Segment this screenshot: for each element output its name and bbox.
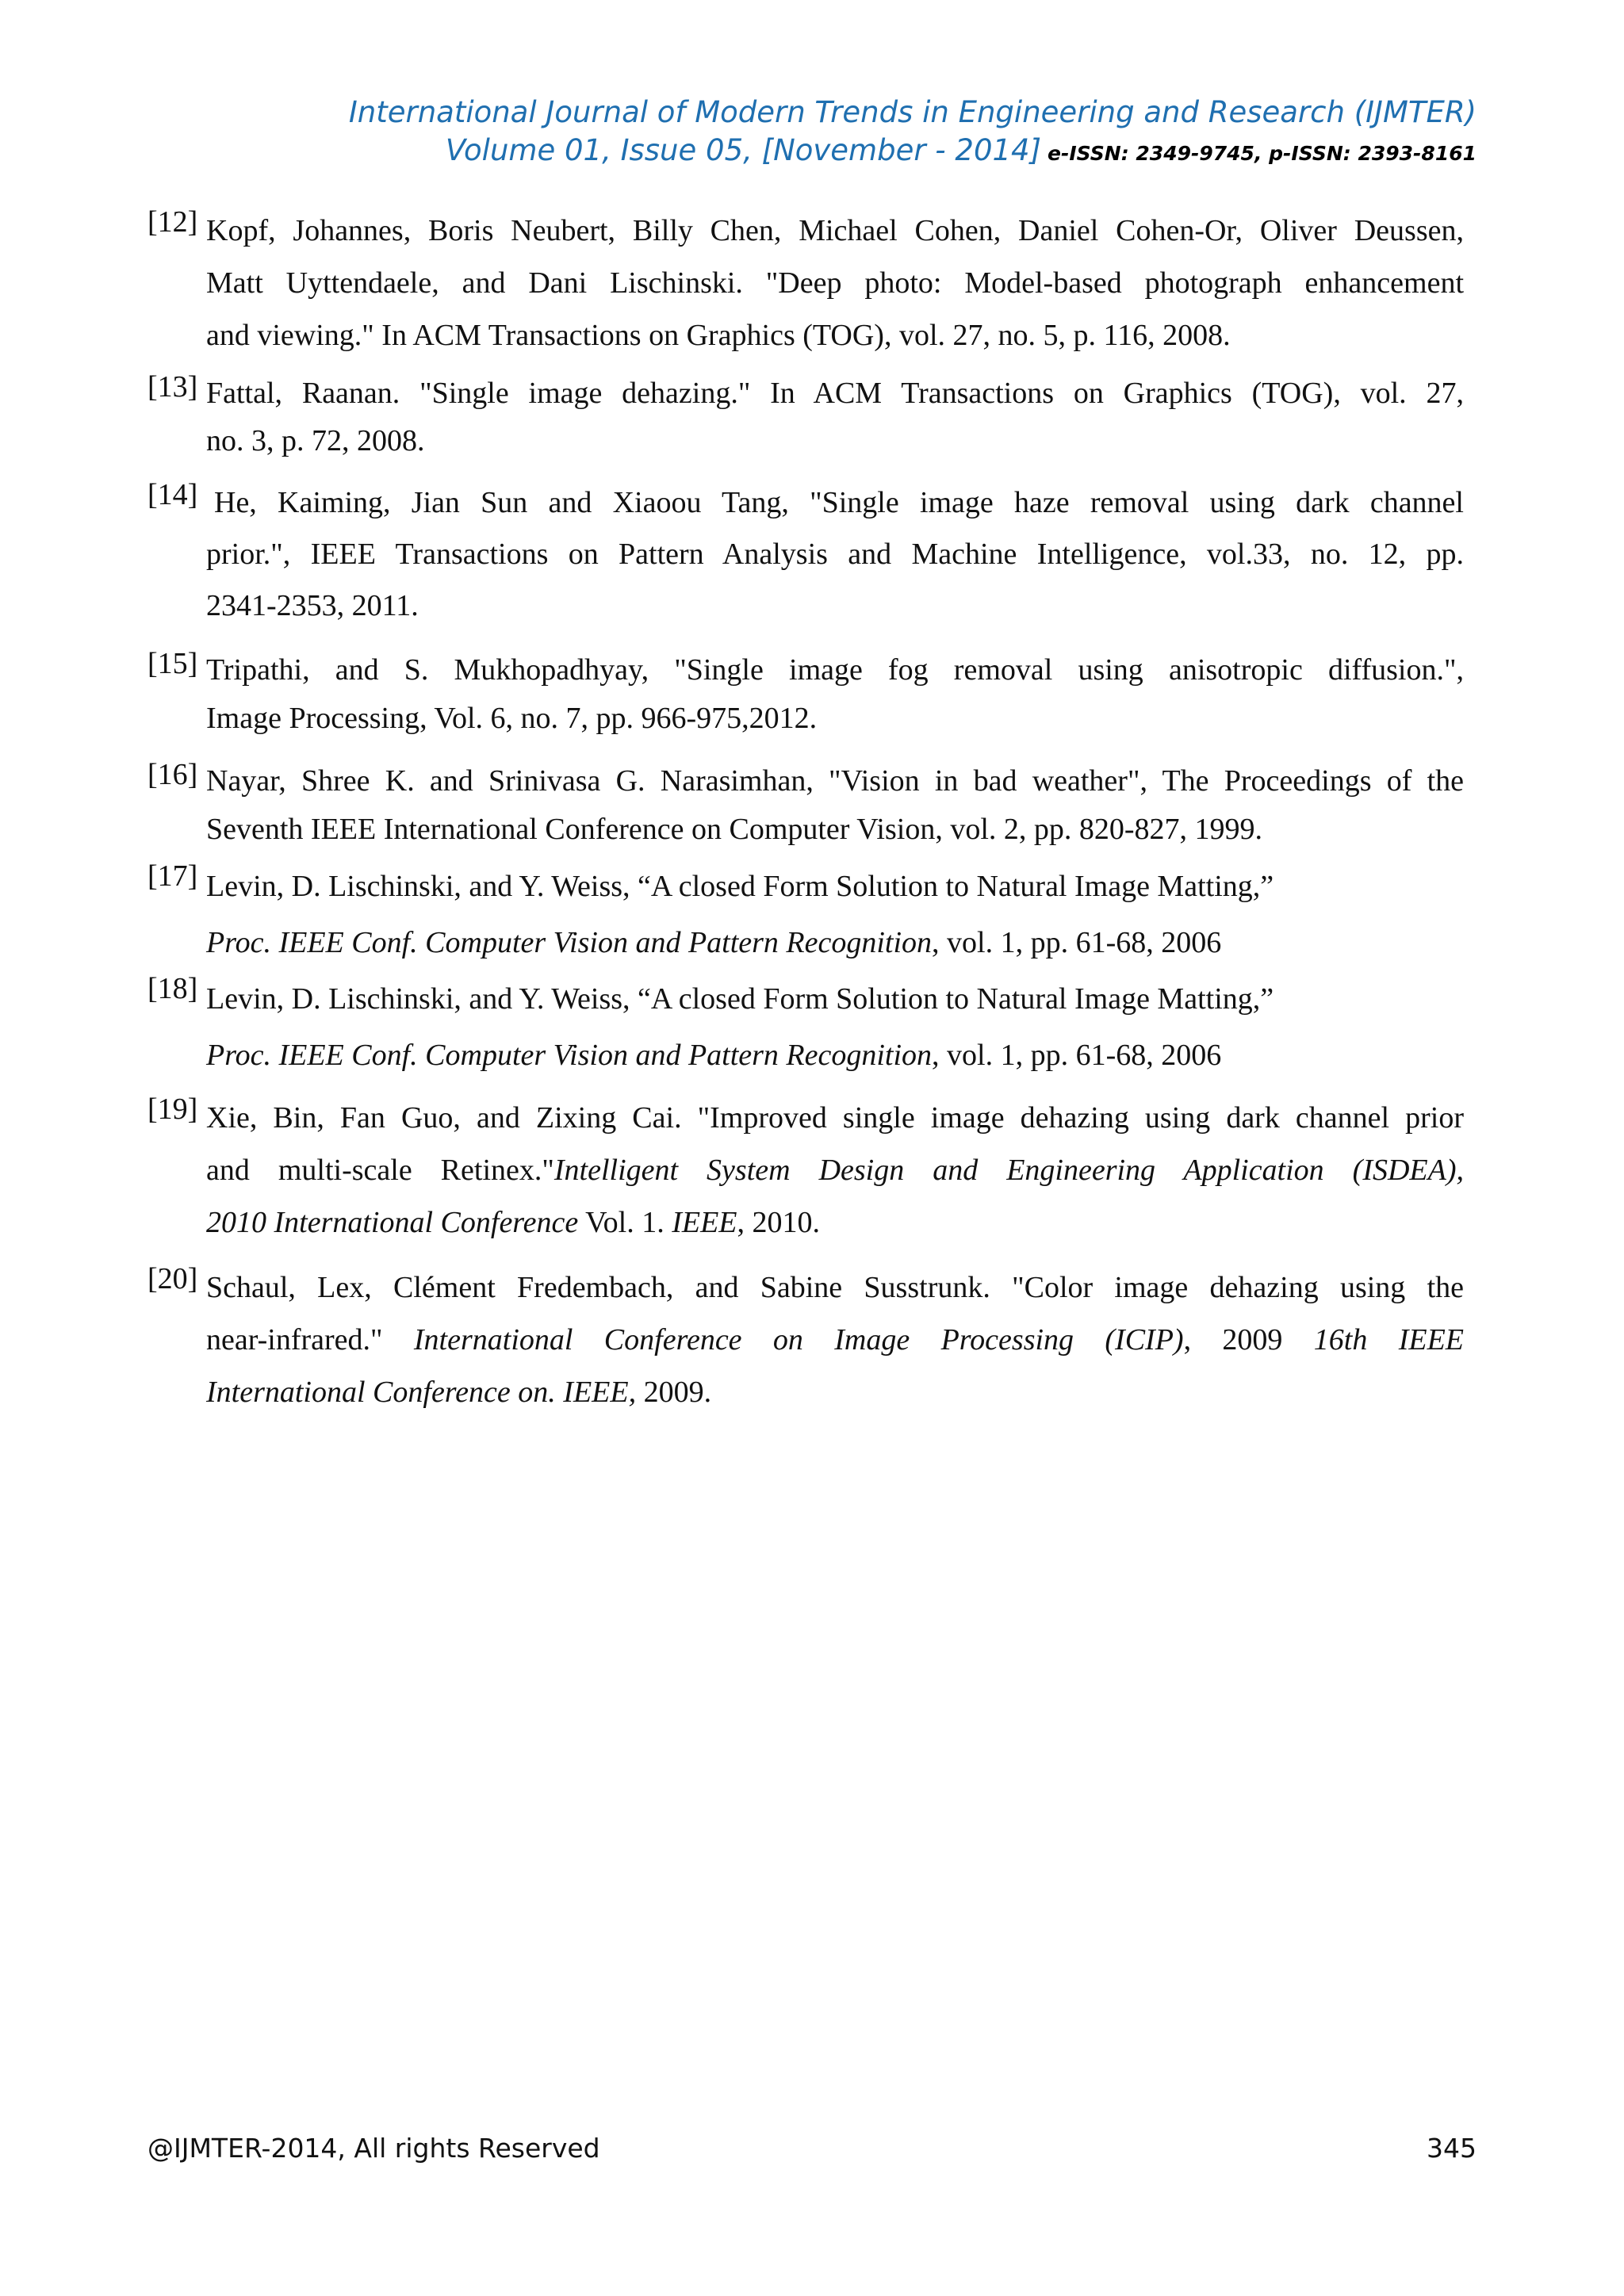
reference-14 [147,477,1464,632]
reference-line: Kopf, Johannes, Boris Neubert, Billy Chen, Michael Cohen, Daniel Cohen-Or, Oliver Deussen, [206,214,1464,247]
reference-line: no. 3, p. 72, 2008. [206,424,425,457]
reference-number: [13] [147,370,198,404]
reference-line: Nayar, Shree K. and Srinivasa G. Narasimhan, "Vision in bad weather", The Proceedings of the [206,764,1464,798]
reference-line [206,1144,1464,1196]
journal-header [349,94,1477,173]
reference-number: [14] [147,478,198,511]
reference-line: Levin, D. Lischinski, and Y. Weiss, “A closed Form Solution to Natural Image Matting,” [206,982,1274,1016]
reference-line [206,915,1464,971]
reference-line: Schaul, Lex, Clément Fredembach, and Sabine Susstrunk. "Color image dehazing using the [206,1271,1464,1304]
reference-venue: Proc. IEEE Conf. Computer Vision and Pattern Recognition [206,1039,933,1072]
reference-details: , 2010. [737,1206,821,1239]
reference-line: Matt Uyttendaele, and Dani Lischinski. "Deep photo: Model-based photograph enhancement [206,266,1464,300]
journal-volume-issue: Volume 01, Issue 05, [November - 2014] [445,133,1042,167]
reference-details: Vol. 1. [578,1206,672,1239]
reference-venue: International Conference on Image Processing (ICIP) [413,1323,1184,1357]
reference-line: Xie, Bin, Fan Guo, and Zixing Cai. "Improved single image dehazing using dark channel prior [206,1101,1464,1135]
reference-number: [18] [147,972,198,1005]
reference-line: Image Processing, Vol. 6, no. 7, pp. 966-975,2012. [206,702,818,735]
reference-venue: 2010 International Conference [206,1206,579,1239]
reference-line: Levin, D. Lischinski, and Y. Weiss, “A closed Form Solution to Natural Image Matting,” [206,870,1274,903]
reference-venue: International Conference on. IEEE, [206,1376,637,1409]
journal-issue-line [349,132,1477,173]
reference-details: 2009. [636,1376,712,1409]
reference-line: Tripathi, and S. Mukhopadhyay, "Single image fog removal using anisotropic diffusion.", [206,653,1464,687]
journal-title: International Journal of Modern Trends in Engineering and Research (IJMTER) [348,95,1477,129]
reference-venue: Intelligent System Design and Engineering Application (ISDEA), [553,1154,1464,1187]
reference-number: [16] [147,758,198,791]
reference-line [206,1027,1464,1084]
reference-line: He, Kaiming, Jian Sun and Xiaoou Tang, "Single image haze removal using dark channel [214,486,1464,519]
reference-text: and multi-scale Retinex." [206,1154,554,1187]
reference-details: , 2009 [1183,1323,1314,1357]
reference-16 [147,757,1464,854]
reference-20 [147,1261,1464,1418]
reference-details: , vol. 1, pp. 61-68, 2006 [932,1039,1222,1072]
reference-12 [147,205,1464,362]
reference-17 [147,859,1464,971]
reference-line [206,1366,1464,1418]
reference-venue: Proc. IEEE Conf. Computer Vision and Pattern Recognition [206,926,933,959]
reference-venue: 16th IEEE [1313,1323,1465,1357]
reference-line: prior.", IEEE Transactions on Pattern Analysis and Machine Intelligence, vol.33, no. 12, pp. [206,538,1464,571]
reference-line: Fattal, Raanan. "Single image dehazing." In ACM Transactions on Graphics (TOG), vol. 27, [206,377,1464,410]
reference-number: [20] [147,1262,198,1295]
reference-13 [147,369,1464,465]
reference-number: [12] [147,205,198,239]
reference-publisher: IEEE [672,1206,737,1239]
reference-line: Seventh IEEE International Conference on Computer Vision, vol. 2, pp. 820-827, 1999. [206,813,1263,846]
reference-line: 2341-2353, 2011. [206,589,419,622]
reference-list [147,205,1464,1418]
journal-issn: e-ISSN: 2349-9745, p-ISSN: 2393-8161 [1048,142,1477,165]
reference-line [206,1196,1464,1249]
reference-number: [19] [147,1093,198,1126]
reference-number: [17] [147,859,198,893]
reference-19 [147,1092,1464,1249]
reference-line: and viewing." In ACM Transactions on Graphics (TOG), vol. 27, no. 5, p. 116, 2008. [206,319,1231,352]
reference-15 [147,646,1464,743]
reference-text: near-infrared." [206,1323,414,1357]
reference-line [206,1314,1464,1366]
page-footer [147,2133,1477,2164]
copyright-notice: @IJMTER-2014, All rights Reserved [147,2133,600,2164]
reference-number: [15] [147,647,198,680]
reference-18 [147,971,1464,1084]
page-number: 345 [1427,2133,1477,2164]
reference-details: , vol. 1, pp. 61-68, 2006 [932,926,1222,959]
